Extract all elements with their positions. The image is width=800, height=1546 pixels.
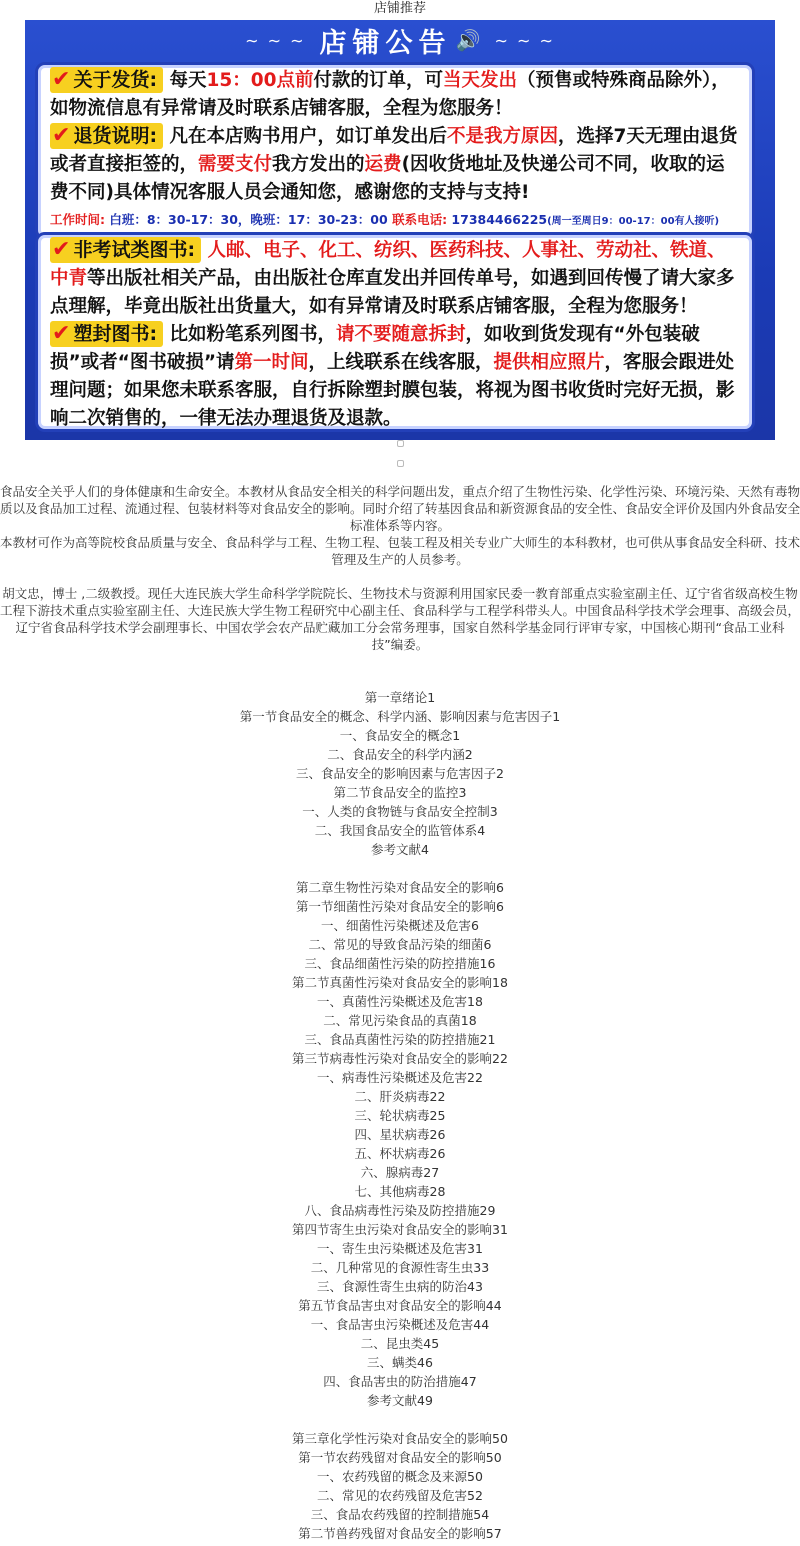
toc-entry: 一、食品害虫污染概述及危害44	[310, 1317, 490, 1332]
announcement-header	[25, 20, 775, 60]
check-icon: ✔	[52, 67, 71, 92]
check-icon: ✔	[52, 123, 71, 148]
toc-entry: 二、常见的导致食品污染的细菌6	[308, 937, 492, 952]
toc-entry: 第二章生物性污染对食品安全的影响6	[296, 880, 504, 895]
toc-entry: 参考文献4	[371, 842, 429, 857]
toc-entry: 六、腺病毒27	[360, 1165, 440, 1180]
toc-entry: 第一节农药残留对食品安全的影响50	[298, 1450, 502, 1465]
toc-entry: 三、食源性寄生虫病的防治43	[317, 1279, 483, 1294]
sealed-tag: ✔ 塑封图书:	[50, 321, 163, 347]
toc-entry: 四、食品害虫的防治措施47	[323, 1374, 477, 1389]
shipping-tag: ✔ 关于发货:	[50, 67, 163, 93]
toc-entry: 一、真菌性污染概述及危害18	[317, 994, 483, 1009]
toc-entry: 第二节真菌性污染对食品安全的影响18	[292, 975, 508, 990]
toc-entry: 二、我国食品安全的监管体系4	[314, 823, 486, 838]
toc-entry: 第一节细菌性污染对食品安全的影响6	[296, 899, 504, 914]
toc-entry: 一、病毒性污染概述及危害22	[317, 1070, 483, 1085]
toc-entry: 一、寄生虫污染概述及危害31	[317, 1241, 483, 1256]
sealed-books-notice: ✔ 塑封图书: 比如粉笔系列图书，请不要随意拆封，如收到货发现有“外包装破损”或者“图书破损”请第一时间，上线联系在线客服，提供相应照片，客服会跟进处理问题；如果您未联系客服，自行拆除塑封膜包装，将视为图书收货时完好无损，影响二次销售的，一律无法办理退货及退款。	[50, 321, 735, 429]
check-icon: ✔	[52, 321, 71, 346]
table-of-contents	[0, 688, 800, 1543]
announcement-title: 店铺公告	[319, 27, 452, 59]
toc-entry: 八、食品病毒性污染及防控措施29	[304, 1203, 496, 1218]
toc-entry: 一、细菌性污染概述及危害6	[321, 918, 479, 933]
toc-entry: 三、食品真菌性污染的防控措施21	[304, 1032, 496, 1047]
toc-entry: 四、星状病毒26	[354, 1127, 446, 1142]
store-announcement-banner	[25, 20, 775, 440]
toc-entry: 二、食品安全的科学内涵2	[327, 747, 473, 762]
toc-entry: 二、肝炎病毒22	[354, 1089, 446, 1104]
non-exam-tag: ✔ 非考试类图书:	[50, 237, 201, 263]
check-icon: ✔	[52, 237, 71, 262]
toc-entry: 三、食品安全的影响因素与危害因子2	[296, 766, 504, 781]
toc-entry: 第二节兽药残留对食品安全的影响57	[298, 1526, 502, 1541]
toc-entry: 三、食品农药残留的控制措施54	[310, 1507, 490, 1522]
audience-paragraph: 本教材可作为高等院校食品质量与安全、食品科学与工程、生物工程、包装工程及相关专业广大师生的本科教材，也可供从事食品安全科研、技术管理及生产的人员参考。	[0, 535, 800, 567]
toc-entry: 参考文献49	[367, 1393, 433, 1408]
shipping-returns-panel	[35, 62, 755, 240]
toc-entry: 二、常见污染食品的真菌18	[323, 1013, 477, 1028]
left-decoration: ∼ ∼ ∼	[245, 30, 306, 50]
intro-paragraph: 食品安全关乎人们的身体健康和生命安全。本教材从食品安全相关的科学问题出发，重点介绍了生物性污染、化学性污染、环境污染、天然有毒物质以及食品加工过程、流通过程、包装材料等对食品安全的影响。同时介绍了转基因食品和新资源食品的安全性、食品安全评价及国内外食品安全标准体系等内容。	[0, 484, 800, 533]
toc-entry: 三、轮状病毒25	[354, 1108, 446, 1123]
working-hours: 工作时间: 白班：8：30-17：30，晚班：17：30-23：00 联系电话: 17384466225(周一至周日9：00-17：00有人接听)	[50, 212, 720, 227]
toc-entry: 二、常见的农药残留及危害52	[317, 1488, 483, 1503]
returns-notice: ✔ 退货说明: 凡在本店购书用户，如订单发出后不是我方原因，选择7天无理由退货或者直接拒签的，需要支付我方发出的运费(因收货地址及快递公司不同，收取的运费不同)具体情况客服人员会通知您，感谢您的支持与支持!	[50, 123, 738, 203]
toc-entry: 第五节食品害虫对食品安全的影响44	[298, 1298, 502, 1313]
toc-entry: 一、食品安全的概念1	[339, 728, 461, 743]
toc-entry: 五、杯状病毒26	[354, 1146, 446, 1161]
speaker-icon: 🔊	[455, 28, 481, 52]
right-decoration: ∼ ∼ ∼	[494, 30, 555, 50]
toc-entry: 三、食品细菌性污染的防控措施16	[304, 956, 496, 971]
phone-number: 17384466225	[451, 212, 548, 227]
toc-entry: 二、昆虫类45	[360, 1336, 440, 1351]
toc-entry: 第二节食品安全的监控3	[333, 785, 467, 800]
toc-entry: 第四节寄生虫污染对食品安全的影响31	[292, 1222, 508, 1237]
toc-entry: 七、其他病毒28	[354, 1184, 446, 1199]
page-title: 店铺推荐	[373, 1, 426, 16]
shipping-notice: ✔ 关于发货: 每天15：00点前付款的订单，可当天发出（预售或特殊商品除外），如物流信息有异常请及时联系店铺客服，全程为您服务！	[50, 67, 730, 119]
toc-entry: 第三节病毒性污染对食品安全的影响22	[292, 1051, 508, 1066]
returns-tag: ✔ 退货说明:	[50, 123, 163, 149]
image-placeholder	[397, 460, 404, 467]
toc-entry: 第三章化学性污染对食品安全的影响50	[292, 1431, 508, 1446]
toc-entry: 三、螨类46	[367, 1355, 433, 1370]
image-placeholder	[397, 440, 404, 447]
book-notice-panel	[35, 232, 755, 432]
book-description	[0, 483, 800, 653]
author-paragraph: 胡文忠，博士 ,二级教授。现任大连民族大学生命科学学院院长、生物技术与资源利用国家民委一教育部重点实验室副主任、辽宁省省级高校生物工程下游技术重点实验室副主任、大连民族大学生物工程研究中心副主任、食品科学与工程学科带头人。中国食品科学技术学会理事、高级会员，辽宁省食品科学技术学会副理事长、中国农学会农产品贮藏加工分会常务理事，国家自然科学基金同行评审专家，中国核心期刊“食品工业科技”编委。	[0, 586, 800, 652]
toc-entry: 一、人类的食物链与食品安全控制3	[302, 804, 498, 819]
non-exam-books-notice: ✔ 非考试类图书: 人邮、电子、化工、纺织、医药科技、人事社、劳动社、铁道、中青等出版社相关产品，由出版社仓库直发出并回传单号，如遇到回传慢了请大家多点理解，毕竟出版社出货量大，如有异常请及时联系店铺客服，全程为您服务！	[50, 237, 735, 317]
toc-entry: 第一章绪论1	[364, 690, 436, 705]
toc-entry: 第一节食品安全的概念、科学内涵、影响因素与危害因子1	[239, 709, 561, 724]
toc-entry: 一、农药残留的概念及来源50	[317, 1469, 483, 1484]
toc-entry: 二、几种常见的食源性寄生虫33	[310, 1260, 490, 1275]
